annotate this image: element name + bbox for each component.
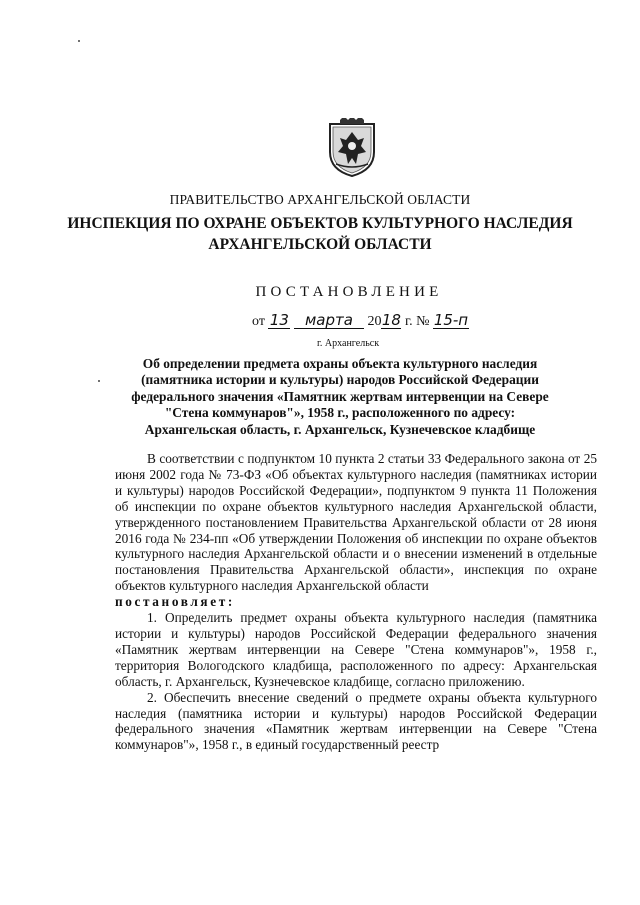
inspection-name-line1: ИНСПЕКЦИЯ ПО ОХРАНЕ ОБЪЕКТОВ КУЛЬТУРНОГО НАСЛЕДИЯ	[67, 215, 573, 232]
government-name: ПРАВИТЕЛЬСТВО АРХАНГЕЛЬСКОЙ ОБЛАСТИ	[169, 192, 471, 207]
title-line: "Стена коммунаров"», 1958 г., расположенного по адресу:	[164, 405, 516, 421]
document-title	[112, 356, 568, 438]
year-suffix: 18	[381, 311, 401, 329]
inspection-name	[0, 213, 640, 255]
title-line: Об определении предмета охраны объекта культурного наследия	[142, 356, 538, 371]
resolves-word: постановляет:	[115, 594, 235, 610]
scan-speck	[78, 40, 80, 42]
inspection-name-line2: АРХАНГЕЛЬСКОЙ ОБЛАСТИ	[208, 236, 432, 253]
title-line: Архангельская область, г. Архангельск, Кузнечевское кладбище	[144, 421, 536, 437]
title-line: федерального значения «Памятник жертвам интервенции на Севере	[131, 388, 549, 404]
document-type-heading: ПОСТАНОВЛЕНИЕ	[255, 284, 443, 300]
item-1-paragraph: 1. Определить предмет охраны объекта культурного наследия (памятника истории и культуры) народов Российской Федерации федерального значения «Памятник жертвам интервенции на Севере "Стена коммунаров"», 1958 г., территория Вологодского кладбища, расположенного по адресу: Архангельская область, г. Архангельск, Кузнечевское кладбище, согласно приложению.	[115, 610, 597, 689]
preamble-paragraph: В соответствии с подпунктом 10 пункта 2 статьи 33 Федерального закона от 25 июня 2002 года № 73-ФЗ «Об объектах культурного наследия (памятниках истории и культуры) народов Российской Федерации», подпунктом 9 пункта 11 Положения об инспекции по охране объектов культурного наследия Архангельской области, утвержденного постановлением Правительства Архангельской области от 28 июня 2016 года № 234-пп «Об утверждении Положения об инспекции по охране объектов культурного наследия Архангельской области и о внесении изменений в отдельные постановления Правительства Архангельской области», инспекция по охране объектов культурного наследия Архангельской области	[115, 451, 597, 594]
scan-speck	[98, 380, 100, 382]
city: г. Архангельск	[316, 338, 380, 349]
year-prefix: 20	[367, 314, 382, 329]
date-number-line	[252, 312, 469, 330]
item-2-paragraph: 2. Обеспечить внесение сведений о предмете охраны объекта культурного наследия (памятника истории и культуры) народов Российской Федерации федерального значения «Памятник жертвам интервенции на Севере "Стена коммунаров"», 1958 г., в единый государственный реестр	[115, 689, 597, 753]
document-number: 15-п	[433, 311, 469, 329]
coat-of-arms-icon	[326, 118, 378, 178]
year-word: г. №	[404, 314, 430, 329]
date-day: 13	[269, 311, 289, 329]
date-prefix: от	[252, 314, 265, 329]
date-month: марта	[294, 312, 364, 329]
title-line: (памятника истории и культуры) народов Российской Федерации	[141, 372, 539, 388]
document-body	[115, 451, 597, 753]
